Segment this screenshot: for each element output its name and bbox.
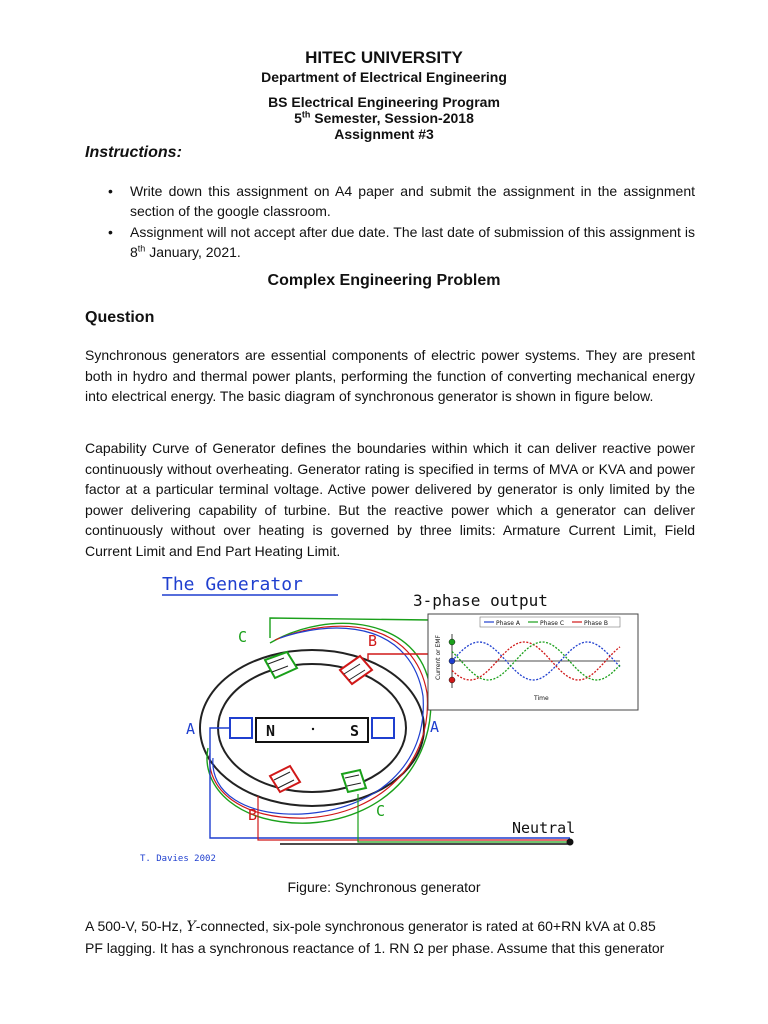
paragraph-intro: Synchronous generators are essential components of electric power systems. They are present both in hydro and thermal power plants, performing the function of converting mechanical energy into electrical energy. The basic diagram of synchronous generator is shown in figure below.: [85, 347, 695, 404]
inset-x-axis-label: Time: [534, 695, 549, 702]
bullet-1-marker: •: [108, 183, 113, 199]
lead-b: [368, 654, 430, 660]
instruction-item-1: Write down this assignment on A4 paper and submit the assignment in the assignment section of the google classroom.: [130, 183, 695, 219]
paragraph-capability: Capability Curve of Generator defines the boundaries within which it can deliver reactive power continuously without overheating. Generator rating is specified in terms of MVA or KVA and power factor at a particular terminal voltage. Active power delivered by generator is only limited by the power delivering capability of turbine. But the reactive power which a generator can deliver continuously without over heating is governed by three limits: Armature Current Limit, Field Current Limit and End Part Heating Limit.: [85, 440, 695, 559]
problem-title: Complex Engineering Problem: [267, 272, 501, 289]
figure-caption: Figure: Synchronous generator: [287, 879, 481, 895]
assignment-number: Assignment #3: [334, 126, 434, 142]
department-name: Department of Electrical Engineering: [261, 69, 507, 85]
pole-left: [230, 718, 252, 738]
program-name: BS Electrical Engineering Program: [268, 94, 500, 110]
lead-c: [270, 618, 430, 638]
waveform-inset: [428, 614, 638, 710]
generator-diagram: [130, 568, 650, 868]
paragraph-problem-line-1: [85, 916, 695, 938]
bullet-2-marker: •: [108, 224, 113, 240]
neutral-label: Neutral: [512, 819, 576, 837]
due-date-day: 8: [130, 244, 138, 260]
inset-y-axis-label: Current or EMF: [435, 635, 442, 680]
pole-bottom-left: [270, 766, 300, 792]
paragraph-problem: [85, 916, 695, 958]
marker-a: [449, 658, 455, 664]
due-date-sup: th: [137, 243, 146, 254]
marker-c: [449, 639, 455, 645]
marker-b: [449, 677, 455, 683]
generator-figure: [130, 568, 650, 868]
label-b-bottom: B: [248, 806, 258, 824]
pole-right: [372, 718, 394, 738]
problem-line-1-rest: -connected, six-pole synchronous generator is rated at 60+RN kVA at 0.85: [195, 918, 656, 934]
instruction-item-2-text: Assignment will not accept after due date. The last date of submission of this assignment is: [130, 224, 695, 240]
wye-symbol: Y: [186, 919, 196, 935]
label-a-right: A: [430, 718, 440, 736]
due-date-rest: January, 2021.: [145, 244, 241, 260]
rotor-south: S: [350, 722, 360, 740]
instructions-heading: Instructions:: [85, 144, 182, 161]
semester-line: [0, 110, 768, 126]
semester-rest: Semester, Session-2018: [310, 110, 474, 126]
legend-b: Phase B: [584, 620, 608, 627]
label-c-top: C: [238, 628, 248, 646]
legend-c: Phase C: [540, 620, 565, 627]
legend-a: Phase A: [496, 620, 520, 627]
question-heading: Question: [85, 309, 155, 326]
problem-line-1-start: A 500-V, 50-Hz,: [85, 918, 187, 934]
rotor-center: [312, 728, 314, 730]
paragraph-problem-line-2: PF lagging. It has a synchronous reactance of 1. RN Ω per phase. Assume that this generator: [85, 939, 665, 956]
semester-number: 5: [294, 110, 302, 126]
semester-sup: th: [301, 109, 311, 120]
figure-title: The Generator: [162, 574, 303, 595]
inset-frame: [428, 614, 638, 710]
label-a-left: A: [186, 720, 196, 738]
instruction-item-2: [130, 222, 695, 262]
label-b-top: B: [368, 632, 378, 650]
rotor-north: N: [266, 722, 276, 740]
figure-credit: T. Davies 2002: [140, 854, 216, 864]
output-label: 3-phase output: [413, 591, 548, 610]
label-c-bottom: C: [376, 802, 386, 820]
neutral-terminal: [567, 839, 574, 846]
university-name: HITEC UNIVERSITY: [305, 48, 463, 67]
